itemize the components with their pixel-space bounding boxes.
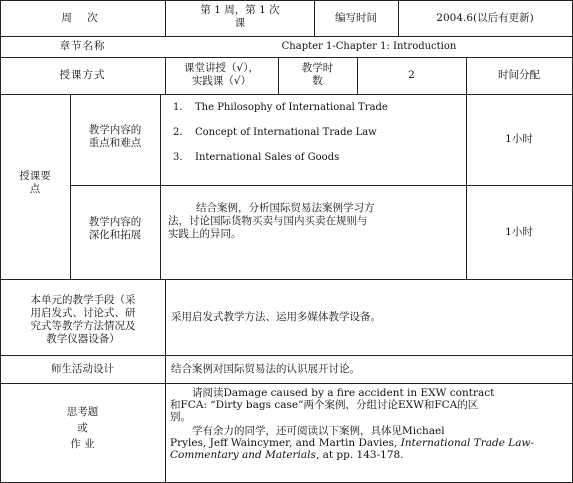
homework-p1-line3: 别。 [170,411,191,423]
homework-p2-book-subtitle: Commentary and Materials [170,449,316,461]
list-item [173,152,339,163]
homework-p1-line2: 和FCA: “Dirty bags case”两个案例，分组讨论EXW和FCA的区 [170,399,479,411]
homework-label-line3: 作 业 [70,438,95,450]
topics-list [173,102,463,172]
list-item [173,127,377,138]
list-item [173,102,388,113]
date-value: 2004.6(以后有更新) [436,11,534,24]
focus-label [70,124,160,154]
means-label-line2: 用启发式、讨论式、研 [30,307,136,319]
means-label-line4: 教学仪器设备） [46,333,120,345]
homework-p2-pages: , at pp. 143-178. [315,449,404,461]
topic-text: Concept of International Trade Law [195,127,377,138]
key-points-label-line1: 授课要 [19,170,51,182]
homework-text [170,387,570,479]
method-label: 授课方式 [59,69,106,81]
week-value-line1: 第 1 周，第 1 次 [200,4,280,16]
hours-value: 2 [408,69,415,81]
homework-p2-authors: Pryles, Jeff Waincymer, and Martin Davies, [170,437,398,449]
focus-time: 1小时 [505,133,533,145]
focus-label-line2: 重点和难点 [88,137,142,149]
topic-number: 1. [173,102,183,113]
hours-label-line1: 教学时 [301,62,334,74]
homework-label-line2: 或 [77,422,88,434]
method-value [165,62,278,92]
deepen-time: 1小时 [505,225,533,238]
chapter-value: Chapter 1-Chapter 1: Introduction [281,41,457,52]
deepen-text [168,202,463,252]
deepen-text-line3: 实践上的异同。 [168,228,242,240]
means-label [2,294,164,349]
week-value [168,4,312,34]
homework-p1-line1: 请阅读Damage caused by a fire accident in EXW contract [192,387,495,399]
week-value-line2: 课 [234,17,246,29]
date-label: 编写时间 [335,11,377,24]
deepen-label-line2: 深化和拓展 [88,229,142,241]
activity-label: 师生活动设计 [51,362,114,375]
chapter-label: 章节名称 [59,40,106,52]
hours-label [278,62,357,92]
method-value-line2: 实践课（√） [191,75,252,87]
focus-label-line1: 教学内容的 [88,124,142,136]
homework-label [0,404,165,464]
method-value-line1: 课堂讲授（√）， [184,62,259,74]
deepen-label [70,216,160,246]
topic-text: The Philosophy of International Trade [195,102,388,113]
key-points-label-line2: 点 [29,183,41,195]
topic-number: 2. [173,127,183,138]
time-alloc-label: 时间分配 [498,69,540,81]
deepen-text-line2: 法，讨论国际货物买卖与国内买卖在规则与 [168,215,368,227]
homework-p2-book-title: International Trade Law- [400,437,535,449]
deepen-label-line1: 教学内容的 [88,216,142,228]
activity-value: 结合案例对国际贸易法的认识展开讨论。 [171,362,360,375]
key-points-label [0,170,70,200]
means-label-line3: 究式等教学方法情况及 [30,320,136,332]
homework-p2-line1: 学有余力的同学，还可阅读以下案例，具体见Michael [192,425,445,437]
week-label: 周 次 [61,11,104,24]
homework-label-line1: 思考题 [66,406,99,418]
means-label-line1: 本单元的教学手段（采 [30,294,136,306]
means-value: 采用启发式教学方法、运用多媒体教学设备。 [171,310,381,323]
topic-number: 3. [173,152,183,163]
hours-label-line2: 数 [312,75,323,87]
topic-text: International Sales of Goods [195,152,340,163]
deepen-text-line1: 结合案例，分析国际贸易法案例学习方 [196,202,375,214]
